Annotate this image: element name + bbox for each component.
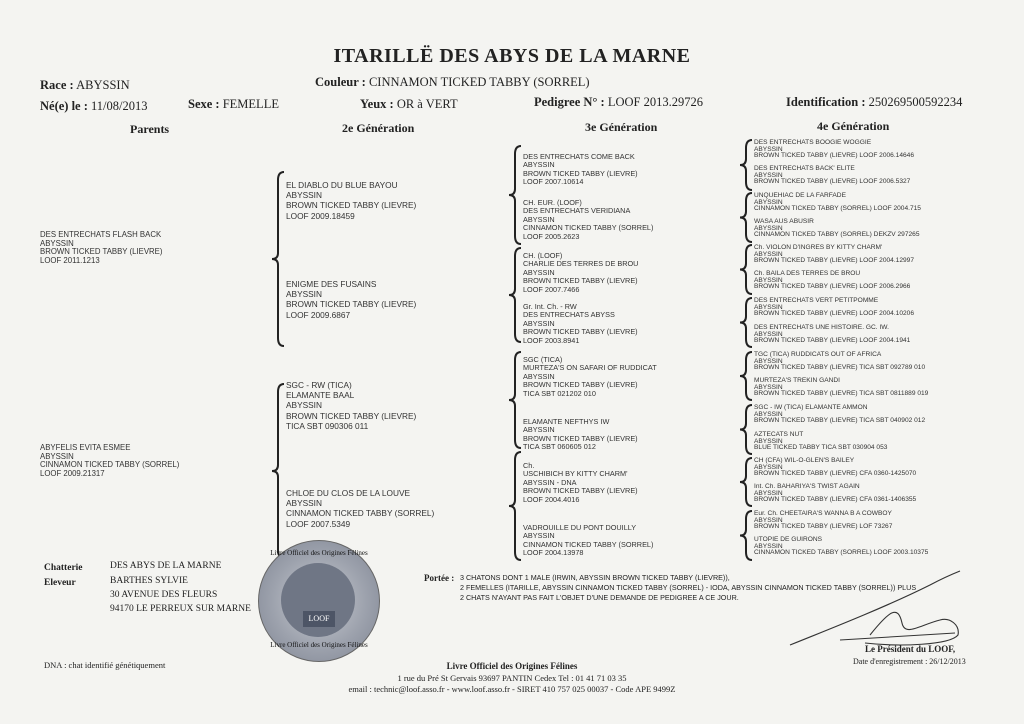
line: ABYSSIN xyxy=(754,463,783,471)
race-label: Race : xyxy=(40,78,74,92)
brace xyxy=(740,298,752,347)
line: SGC (TICA) xyxy=(523,355,563,364)
chatterie-label: Chatterie xyxy=(44,563,83,573)
line: EL DIABLO DU BLUE BAYOU xyxy=(286,180,398,190)
line: BROWN TICKED TABBY (LIEVRE) LOOF 2006.2966 xyxy=(754,283,911,291)
line: TGC (TICA) RUDDICATS OUT OF AFRICA xyxy=(754,351,882,358)
line: MURTEZA'S TREKIN GANDI xyxy=(754,377,841,384)
line: Int. Ch. BAHARIYA'S TWIST AGAIN xyxy=(754,483,860,490)
line: UTOPIE DE GUIRONS xyxy=(754,536,823,543)
col-gen4: 4e Génération xyxy=(817,119,890,133)
line: TICA SBT 021202 010 xyxy=(523,388,596,398)
line: Eur. Ch. CHEETAIRA'S WANNA B A COWBOY xyxy=(754,510,892,517)
line: BROWN TICKED TABBY (LIEVRE) LOF 73267 xyxy=(754,523,893,531)
line: LOOF 2011.1213 xyxy=(40,255,100,265)
line: BROWN TICKED TABBY (LIEVRE) LOOF 2006.14646 xyxy=(754,152,915,160)
line: ABYSSIN xyxy=(754,357,783,365)
line: CINNAMON TICKED TABBY (SORREL) xyxy=(286,508,435,519)
line: LOOF 2005.2623 xyxy=(523,231,580,241)
loof-address: 1 rue du Pré St Gervais 93697 PANTIN Cedex Tel : 01 41 71 03 35 xyxy=(397,673,627,683)
col-gen3: 3e Génération xyxy=(585,120,658,134)
line: ABYSSIN xyxy=(286,498,322,509)
president-label: Le Président du LOOF, xyxy=(865,644,956,654)
line: ABYSSIN xyxy=(754,224,783,232)
line: CH (CFA) WIL-O-GLEN'S BAILEY xyxy=(754,457,855,464)
line: LOOF 2009.18459 xyxy=(286,210,355,221)
brace xyxy=(740,405,752,454)
line: DES ENTRECHATS VERT PETITPOMME xyxy=(754,297,879,304)
line: SGC - RW (TICA) xyxy=(286,380,352,390)
portee-label: Portée : xyxy=(424,573,455,583)
line: DES ENTRECHATS VERIDIANA xyxy=(523,206,631,216)
line: ABYSSIN xyxy=(754,410,783,418)
line: Gr. Int. Ch. - RW xyxy=(523,302,577,311)
line: ELAMANTE BAAL xyxy=(286,390,355,401)
line: DES ENTRECHATS COME BACK xyxy=(523,152,635,161)
line: BROWN TICKED TABBY (LIEVRE) xyxy=(286,200,417,211)
line: Ch. BAILA DES TERRES DE BROU xyxy=(754,270,861,277)
line: CINNAMON TICKED TABBY (SORREL) xyxy=(523,539,654,549)
line: ABYSSIN xyxy=(286,190,322,201)
line: ABYSSIN xyxy=(754,437,783,445)
col-parents: Parents xyxy=(130,122,170,136)
brace xyxy=(740,352,752,400)
document-title: ITARILLË DES ABYS DE LA MARNE xyxy=(333,45,691,67)
line: BROWN TICKED TABBY (LIEVRE) LOOF 2004.1941 xyxy=(754,337,911,345)
race-value: ABYSSIN xyxy=(76,78,130,92)
line: BROWN TICKED TABBY (LIEVRE) TICA SBT 092789 010 xyxy=(754,364,926,372)
birth-value: 11/08/2013 xyxy=(91,99,148,113)
line: BROWN TICKED TABBY (LIEVRE) xyxy=(286,299,417,310)
line: ABYSSIN xyxy=(523,425,555,435)
line: BROWN TICKED TABBY (LIEVRE) CFA 0361-1406355 xyxy=(754,496,917,504)
line: DES ENTRECHATS BACK' ELITE xyxy=(754,165,855,172)
chatterie-value: DES ABYS DE LA MARNE xyxy=(110,561,222,571)
line: USCHIBICH BY KITTY CHARM' xyxy=(523,469,628,479)
eyes-label: Yeux : xyxy=(360,97,394,111)
line: CINNAMON TICKED TABBY (SORREL) xyxy=(40,460,180,470)
line: DES ENTRECHATS FLASH BACK xyxy=(40,230,162,239)
line: ABYSSIN xyxy=(754,276,783,284)
line: UNQUEHIAC DE LA FARFADE xyxy=(754,192,846,199)
line: BROWN TICKED TABBY (LIEVRE) xyxy=(523,276,638,286)
loof-seal xyxy=(258,540,380,662)
line: LOOF 2007.10614 xyxy=(523,177,584,187)
brace xyxy=(509,352,521,448)
line: CINNAMON TICKED TABBY (SORREL) LOOF 2003.10375 xyxy=(754,549,929,557)
line: ABYSSIN xyxy=(754,145,783,153)
line: ELAMANTE NEFTHYS IW xyxy=(523,417,610,426)
line: BROWN TICKED TABBY (LIEVRE) xyxy=(523,433,638,443)
col-gen2: 2e Génération xyxy=(342,121,415,135)
line: ABYSSIN xyxy=(754,330,783,338)
line: LOOF 2003.8941 xyxy=(523,335,580,345)
line: TICA SBT 090306 011 xyxy=(286,420,369,431)
address-line-1: 30 AVENUE DES FLEURS xyxy=(110,590,218,600)
line: BROWN TICKED TABBY (LIEVRE) xyxy=(40,247,163,257)
line: CINNAMON TICKED TABBY (SORREL) xyxy=(523,223,654,233)
ident-value: 250269500592234 xyxy=(868,95,963,109)
line: ABYSSIN xyxy=(523,318,555,328)
sex-value: FEMELLE xyxy=(222,97,279,111)
line: BLUE TICKED TABBY TICA SBT 030904 053 xyxy=(754,444,888,452)
ident-label: Identification : xyxy=(786,95,866,109)
line: ABYSSIN xyxy=(754,198,783,206)
eleveur-label: Eleveur xyxy=(44,578,76,588)
line: ABYSSIN xyxy=(40,238,74,248)
eyes-value: OR à VERT xyxy=(396,97,458,111)
brace xyxy=(272,384,284,558)
line: Ch. xyxy=(523,461,535,470)
brace xyxy=(740,193,752,242)
couleur-label: Couleur : xyxy=(315,75,366,89)
line: BROWN TICKED TABBY (LIEVRE) CFA 0360-1425070 xyxy=(754,470,917,478)
line: Ch. VIOLON D'INGRES BY KITTY CHARM' xyxy=(754,244,883,251)
line: AZTECATS NUT xyxy=(754,431,804,438)
pedigree-value: LOOF 2013.29726 xyxy=(607,95,703,109)
couleur-value: CINNAMON TICKED TABBY (SORREL) xyxy=(368,75,590,89)
line: MURTEZA'S ON SAFARI OF RUDDICAT xyxy=(523,363,657,373)
line: BROWN TICKED TABBY (LIEVRE) xyxy=(523,327,638,337)
line: BROWN TICKED TABBY (LIEVRE) xyxy=(286,410,417,421)
line: BROWN TICKED TABBY (LIEVRE) xyxy=(523,380,638,390)
line: DES ENTRECHATS BOOGIE WOGGIE xyxy=(754,139,872,146)
line: LOOF 2004.13978 xyxy=(523,548,584,558)
line: ABYSSIN xyxy=(523,267,555,277)
address-line-2: 94170 LE PERREUX SUR MARNE xyxy=(110,604,251,614)
line: ABYFELIS EVITA ESMEE xyxy=(40,443,131,452)
line: LOOF 2007.7466 xyxy=(523,284,580,294)
eleveur-value: BARTHES SYLVIE xyxy=(110,576,188,586)
line: CHARLIE DES TERRES DE BROU xyxy=(523,259,639,269)
line: ABYSSIN xyxy=(286,289,322,300)
line: BROWN TICKED TABBY (LIEVRE) LOOF 2006.5327 xyxy=(754,178,911,186)
line: ABYSSIN - DNA xyxy=(523,477,577,487)
line: CINNAMON TICKED TABBY (SORREL) DEKZV 297265 xyxy=(754,231,920,239)
line: LOOF 2007.5349 xyxy=(286,518,351,529)
pedigree-label: Pedigree N° : xyxy=(534,95,605,109)
brace xyxy=(509,452,521,560)
line: ABYSSIN xyxy=(754,489,783,497)
line: VADROUILLE DU PONT DOUILLY xyxy=(523,523,637,532)
loof-contact: email : technic@loof.asso.fr - www.loof.asso.fr - SIRET 410 757 025 00037 - Code APE 9499Z xyxy=(348,684,676,694)
line: ABYSSIN xyxy=(523,371,555,381)
seal-center-label: LOOF xyxy=(303,611,335,627)
line: ENIGME DES FUSAINS xyxy=(286,279,377,289)
registration-date: Date d'enregistrement : 26/12/2013 xyxy=(853,657,966,666)
line: ABYSSIN xyxy=(754,516,783,524)
line: CH. (LOOF) xyxy=(523,251,563,260)
portee-line: 2 FEMELLES (ITARILLE, ABYSSIN CINNAMON TICKED TABBY (SORREL) - IODA, ABYSSIN CINNAMON TICKED TABBY (SORREL)) PLUS xyxy=(460,583,917,592)
line: BROWN TICKED TABBY (LIEVRE) TICA SBT 0811889 019 xyxy=(754,390,929,398)
sex-label: Sexe : xyxy=(188,97,220,111)
brace xyxy=(509,146,521,244)
brace xyxy=(740,511,752,560)
line: CINNAMON TICKED TABBY (SORREL) LOOF 2004.715 xyxy=(754,205,921,213)
brace xyxy=(740,245,752,294)
brace xyxy=(509,248,521,342)
line: DES ENTRECHATS UNE HISTOIRE. GC. IW. xyxy=(754,324,889,331)
line: BROWN TICKED TABBY (LIEVRE) xyxy=(523,486,638,496)
line: ABYSSIN xyxy=(754,250,783,258)
line: BROWN TICKED TABBY (LIEVRE) LOOF 2004.10206 xyxy=(754,310,915,318)
line: SGC - IW (TICA) ELAMANTE AMMON xyxy=(754,404,868,411)
line: BROWN TICKED TABBY (LIEVRE) TICA SBT 040902 012 xyxy=(754,417,926,425)
brace xyxy=(740,140,752,190)
line: CH. EUR. (LOOF) xyxy=(523,198,582,207)
line: TICA SBT 060605 012 xyxy=(523,442,596,452)
seal-bottom-text: Livre Officiel des Origines Félines xyxy=(270,641,368,649)
line: ABYSSIN xyxy=(754,171,783,179)
line: ABYSSIN xyxy=(754,383,783,391)
line: BROWN TICKED TABBY (LIEVRE) LOOF 2004.12997 xyxy=(754,257,915,265)
seal-top-text: Livre Officiel des Origines Félines xyxy=(270,549,368,557)
dna-note: DNA : chat identifié génétiquement xyxy=(44,660,166,670)
line: ABYSSIN xyxy=(754,542,783,550)
line: WASA AUS ABUSIR xyxy=(754,218,814,225)
line: BROWN TICKED TABBY (LIEVRE) xyxy=(523,168,638,178)
line: LOOF 2009.6867 xyxy=(286,309,351,320)
line: ABYSSIN xyxy=(523,214,555,224)
line: ABYSSIN xyxy=(754,303,783,311)
line: DES ENTRECHATS ABYSS xyxy=(523,310,615,320)
loof-name: Livre Officiel des Origines Félines xyxy=(446,661,578,671)
birth-label: Né(e) le : xyxy=(40,99,88,113)
line: ABYSSIN xyxy=(523,531,555,541)
brace xyxy=(740,458,752,506)
line: LOOF 2009.21317 xyxy=(40,468,105,478)
brace xyxy=(272,172,284,346)
portee-line: 2 CHATS N'AYANT PAS FAIT L'OBJET D'UNE DEMANDE DE PEDIGREE A CE JOUR. xyxy=(460,593,739,602)
line: CHLOE DU CLOS DE LA LOUVE xyxy=(286,488,411,498)
line: LOOF 2004.4016 xyxy=(523,494,580,504)
line: ABYSSIN xyxy=(523,160,555,170)
line: ABYSSIN xyxy=(40,451,74,461)
line: ABYSSIN xyxy=(286,400,322,411)
portee-line: 3 CHATONS DONT 1 MALE (IRWIN, ABYSSIN BROWN TICKED TABBY (LIEVRE)), xyxy=(460,573,730,582)
